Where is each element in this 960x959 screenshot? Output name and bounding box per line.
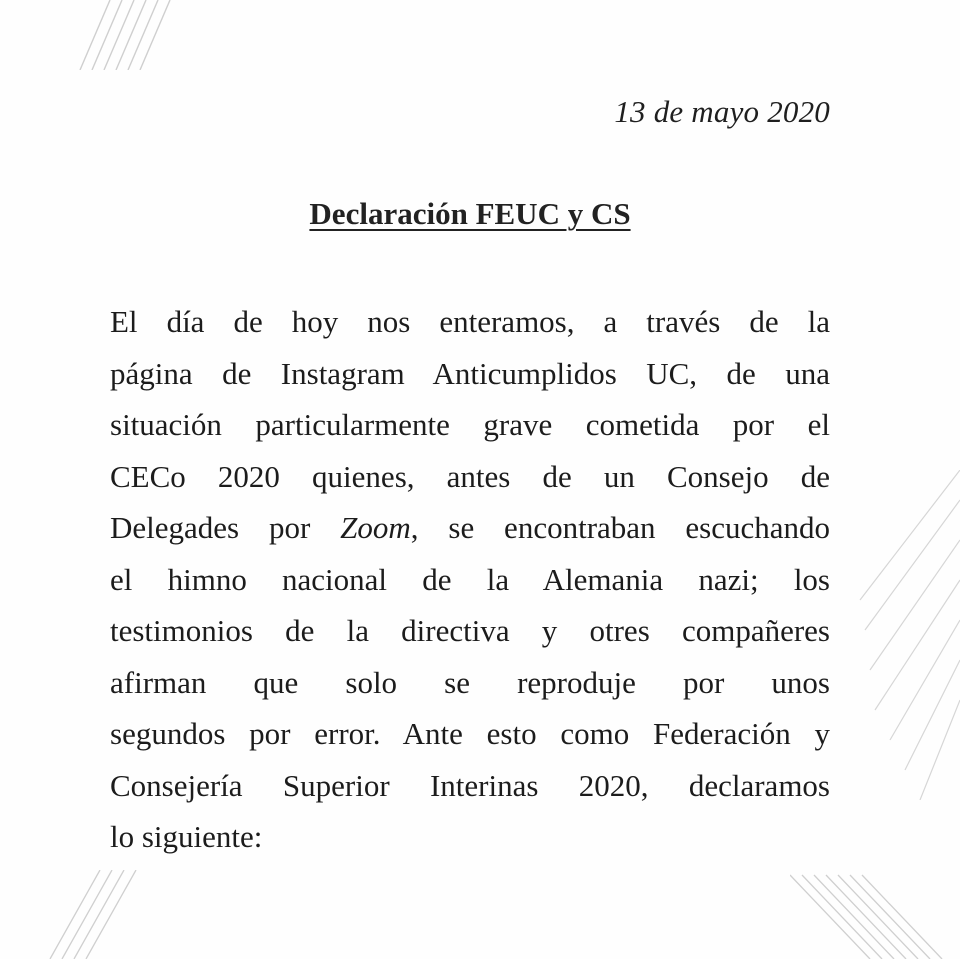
body-line-5-rest: , se encontraban escuchando	[410, 510, 830, 545]
body-line-6: el himno nacional de la Alemania nazi; los	[110, 561, 830, 597]
body-line-5-italic: Zoom	[340, 510, 411, 545]
body-line-9: segundos por error. Ante esto como Federación y	[110, 716, 830, 751]
decorative-lines-top-left	[70, 0, 180, 70]
body-line-5	[110, 502, 830, 554]
decorative-lines-right	[850, 470, 960, 800]
decorative-lines-bottom-right	[790, 870, 960, 959]
body-line-7: testimonios de la directiva y otres compañeres	[110, 613, 830, 648]
document-date: 13 de mayo 2020	[614, 94, 830, 129]
body-line-4: CECo 2020 quienes, antes de un Consejo de	[110, 458, 830, 494]
decorative-lines-bottom-left	[40, 870, 140, 959]
body-line-8: afirman que solo se reproduje por unos	[110, 664, 830, 700]
body-line-11: lo siguiente:	[110, 819, 263, 854]
document-title: Declaración FEUC y CS	[309, 196, 631, 231]
body-line-10: Consejería Superior Interinas 2020, declaramos	[110, 767, 830, 803]
body-line-3: situación particularmente grave cometida por el	[110, 407, 830, 442]
body-line-5-start: Delegades por	[110, 510, 341, 545]
document-body	[110, 296, 830, 863]
body-line-2: página de Instagram Anticumplidos UC, de una	[110, 355, 830, 391]
body-line-1: El día de hoy nos enteramos, a través de la	[110, 304, 830, 339]
